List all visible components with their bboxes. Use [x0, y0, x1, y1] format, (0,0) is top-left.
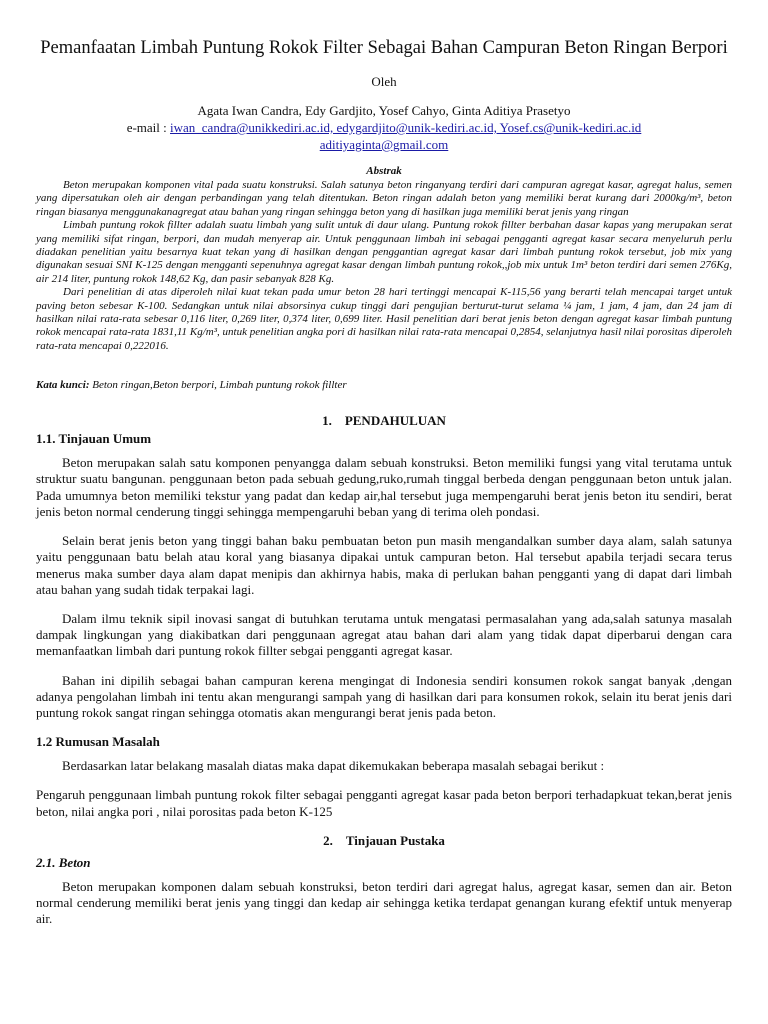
by-line: Oleh — [371, 74, 397, 89]
body-paragraph: Dalam ilmu teknik sipil inovasi sangat di butuhkan terutama untuk mengatasi permasalahan yang ada,salah satunya masalah dampak lingkungan yang diakibatkan dari penggunaan agregat atau bahan dari alam yang tidak dapat diperbarui dengan cara memanfaatkan limbah dari puntung rokok fillter sebgai pengganti agregat kasar. — [36, 610, 732, 659]
keywords-text: Beton ringan,Beton berpori, Limbah puntung rokok fillter — [89, 379, 347, 392]
keywords-label: Kata kunci: — [36, 379, 90, 392]
section-1-body — [36, 455, 732, 721]
section-2-body — [36, 879, 732, 928]
abstract-paragraph: Beton merupakan komponen vital pada suatu konstruksi. Salah satunya beton ringanyang terdiri dari campuran agregat kasar, agregat halus, semen yang dipersatukan oleh air dengan perbandingan yang telah ditentukan. Beton ringan adalah beton yang memiliki berat kurang dari 2000kg/m³, beton ringan biasanya menggunakanagregat atau bahan yang ringan sehingga beton yang di hasilkan juga memiliki berat jenis yang ringan — [36, 179, 732, 218]
email-link-aditiya[interactable]: aditiyaginta@gmail.com — [319, 137, 449, 152]
body-paragraph: Beton merupakan komponen dalam sebuah konstruksi, beton terdiri dari agregat halus, agregat kasar, semen dan air. Beton normal cenderung memiliki berat jenis yang tinggi dan kedap air sehingga ketika terdapat genangan kurang efektif untuk menyerap air. — [36, 878, 732, 927]
email-prefix: e-mail : — [126, 120, 171, 135]
abstract-body — [36, 179, 732, 353]
email-line — [36, 119, 732, 136]
body-paragraph: Bahan ini dipilih sebagai bahan campuran kerena mengingat di Indonesia sendiri konsumen rokok sangat banyak ,dengan adanya pengolahan limbah ini tentu akan mengurangi sampah yang di hasilkan dari para konsumen rokok, selain itu berat jenis dari puntung rokok sangat ringan sehingga otomatis akan mengurangi berat jenis pada beton. — [36, 672, 732, 720]
keywords — [36, 379, 732, 391]
abstract-paragraph: Dari penelitian di atas diperoleh nilai kuat tekan pada umur beton 28 hari tertinggi mencapai K-115,56 yang berarti telah mencapai target untuk paving beton sebesar K-100. Sedangkan untuk nilai absorsinya cukup tinggi dari pengujian berturut-turut selama ¼ jam, 1 jam, 4 jam, dan 24 jam di hasilkan nilai rata-rata sebesar 0,116 liter, 0,269 liter, 0,374 liter, 0,699 liter. Hasil penelitian dari berat jenis beton dengan agregat kasar limbah puntung rokok mencapai rata-rata 1831,11 Kg/m³, untuk penelitian angka pori di hasilkan nilai rata-rata mencapai 0,2854, selanjutnya hasil nilai porositas diperoleh rata-rata mencapai 0,222016. — [36, 286, 732, 352]
section-2-title: 2. Tinjauan Pustaka — [323, 832, 445, 848]
email-links[interactable]: iwan_candra@unikkediri.ac.id, edygardjito@unik-kediri.ac.id, Yosef.cs@unik-kediri.ac.id — [170, 120, 642, 135]
body-paragraph: Beton merupakan salah satu komponen penyangga dalam sebuah konstruksi. Beton memiliki fungsi yang vital terutama untuk struktur suatu bangunan. penggunaan beton pada sebuah gedung,ruko,rumah tinggal berbeda dengan penggunaan beton untuk jalan. Pada umumnya beton memiliki tekstur yang padat dan kedap air,hal tersebut juga mempengaruhi berat jenis beton itu sendiri, berat jenis beton normal cenderung tinggi sehingga mempengaruhi beban yang di terima oleh pondasi. — [36, 455, 732, 519]
body-paragraph: Selain berat jenis beton yang tinggi bahan baku pembuatan beton pun masih mengandalkan sumber daya alam, salah satunya yaitu penggunaan batu belah atau koral yang biasanya dipakai untuk campuran beton. Hal tersebut apabila terjadi secara terus menerus maka sumber daya alam dapat menipis dan akhirnya habis, maka di perlukan bahan pengganti yang di dapat dari limbah atau bahan yang sudah tidak terpakai lagi. — [36, 533, 732, 597]
subsection-1-1-title: 1.1. Tinjauan Umum — [36, 431, 152, 447]
email-line-2 — [36, 136, 732, 153]
subsection-1-2-title: 1.2 Rumusan Masalah — [36, 734, 160, 750]
body-paragraph: Pengaruh penggunaan limbah puntung rokok filter sebagai pengganti agregat kasar pada beton berpori terhadapkuat tekan,berat jenis beton, nilai angka pori , nilai porositas pada beton K-125 — [36, 787, 732, 819]
subsection-2-1-title: 2.1. Beton — [36, 854, 91, 870]
body-paragraph: Berdasarkan latar belakang masalah diatas maka dapat dikemukakan beberapa masalah sebagai berikut : — [62, 758, 605, 774]
abstract-heading: Abstrak — [366, 165, 402, 177]
abstract-paragraph: Limbah puntung rokok fillter adalah suatu limbah yang sulit untuk di daur ulang. Puntung rokok fillter berbahan dasar kapas yang merupakan serat yang memiliki sifat ringan, berpori, dan mudah menyerap air. Untuk penggunaan limbah ini sebagai pengganti agregat kasar secara menyeluruh perlu diadakan penelitian yaitu besarnya kuat tekan yang di hasilkan dengan penggantian agregat kasar dari limbah puntung rokok tersebut, job mix yang digunakan sesuai SNI K-125 dengan mengganti sepenuhnya agregat kasar dengan limbah puntung rokok,,job mix untuk 1m³ beton terdiri dari semen 276Kg, air 214 liter, puntung rokok 148,62 Kg, dan pasir sebanyak 828 Kg. — [36, 219, 732, 285]
section-1-title: 1. PENDAHULUAN — [322, 413, 446, 429]
section-1-2-body — [36, 758, 732, 820]
paper-title: Pemanfaatan Limbah Puntung Rokok Filter Sebagai Bahan Campuran Beton Ringan Berpori — [40, 38, 728, 58]
author-list: Agata Iwan Candra, Edy Gardjito, Yosef Cahyo, Ginta Aditiya Prasetyo — [197, 103, 571, 118]
